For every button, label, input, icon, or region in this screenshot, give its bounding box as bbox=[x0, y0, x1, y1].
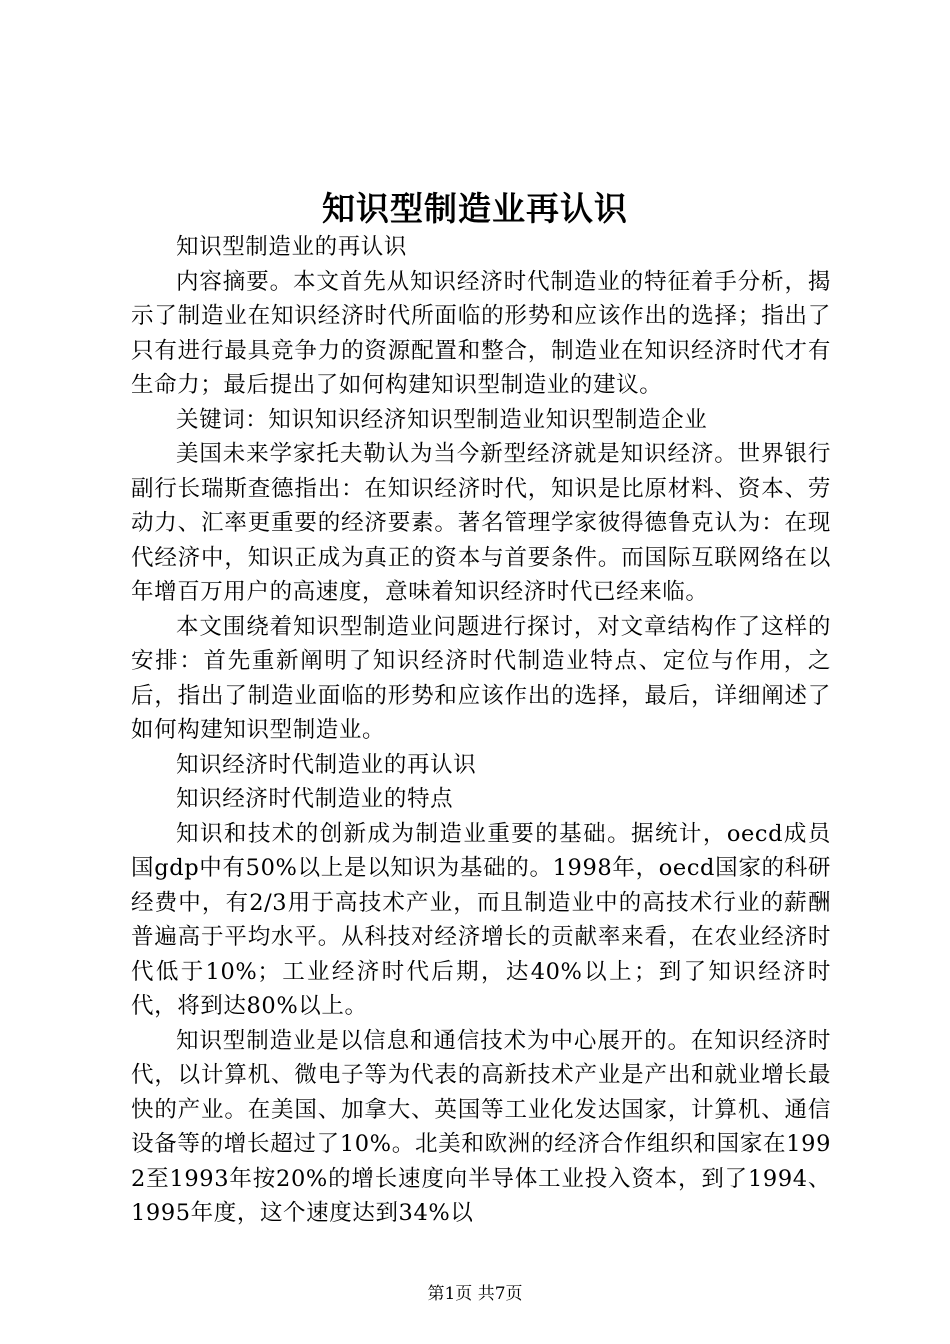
section-heading: 知识经济时代制造业的再认识 bbox=[176, 751, 477, 778]
paragraph-keywords: 关键词：知识知识经济知识型制造业知识型制造企业 bbox=[176, 406, 708, 433]
page-number-footer: 第1页 共7页 bbox=[427, 1284, 523, 1304]
paragraph-intro: 美国未来学家托夫勒认为当今新型经济就是知识经济。世界银行副行长瑞斯查德指出：在知识经济时代，知识是比原材料、资本、劳动力、汇率更重要的经济要素。著名管理学家彼得德鲁克认为：在现代经济中，知识正成为真正的资本与首要条件。而国际互联网络在以年增百万用户的高速度，意味着知识经济时代已经来临。 bbox=[131, 441, 831, 605]
paragraph-subtitle: 知识型制造业的再认识 bbox=[176, 234, 408, 260]
paragraph-knowledge-innovation: 知识和技术的创新成为制造业重要的基础。据统计，oecd成员国gdp中有50%以上是以知识为基础的。1998年，oecd国家的科研经费中，有2/3用于高技术产业，而且制造业中的高技术行业的薪酬普遍高于平均水平。从科技对经济增长的贡献率来看，在农业经济时代低于10%；工业经济时代后期，达40%以上；到了知识经济时代，将到达80%以上。 bbox=[131, 820, 831, 1019]
paragraph-ict-center: 知识型制造业是以信息和通信技术为中心展开的。在知识经济时代，以计算机、微电子等为代表的高新技术产业是产出和就业增长最快的产业。在美国、加拿大、英国等工业化发达国家，计算机、通信设备等的增长超过了10%。北美和欧洲的经济合作组织和国家在1992至1993年按20%的增长速度向半导体工业投入资本，到了1994、1995年度，这个速度达到34%以 bbox=[131, 1027, 831, 1226]
subsection-heading: 知识经济时代制造业的特点 bbox=[176, 786, 454, 812]
document-title: 知识型制造业再认识 bbox=[322, 189, 628, 228]
paragraph-abstract: 内容摘要。本文首先从知识经济时代制造业的特征着手分析，揭示了制造业在知识经济时代所面临的形势和应该作出的选择；指出了只有进行最具竞争力的资源配置和整合，制造业在知识经济时代才有生命力；最后提出了如何构建知识型制造业的建议。 bbox=[131, 268, 831, 398]
paragraph-structure: 本文围绕着知识型制造业问题进行探讨，对文章结构作了这样的安排：首先重新阐明了知识经济时代制造业特点、定位与作用，之后，指出了制造业面临的形势和应该作出的选择，最后，详细阐述了如何构建知识型制造业。 bbox=[131, 613, 831, 743]
document-body bbox=[131, 230, 831, 1231]
